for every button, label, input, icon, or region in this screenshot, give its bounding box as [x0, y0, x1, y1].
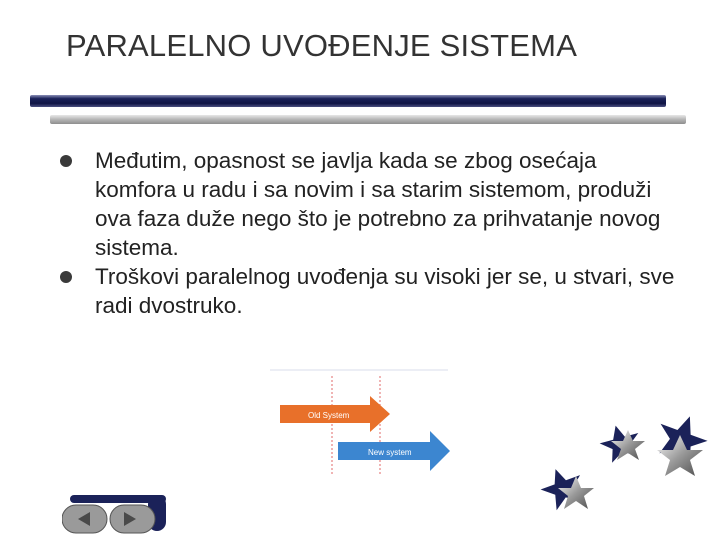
bullet-item [60, 146, 680, 262]
new-system-label: New system [368, 448, 412, 457]
slide-nav-controls [62, 493, 166, 535]
slide-title: PARALELNO UVOĐENJE SISTEMA [66, 28, 578, 63]
prev-slide-button[interactable] [62, 505, 107, 533]
bullet-dot-icon [60, 155, 72, 167]
bullet-dot-icon [60, 271, 72, 283]
bullet-text: Međutim, opasnost se javlja kada se zbog osećaja komfora u radu i sa novim i sa starim sistemom, produži ova faza duže nego što je potrebno za prihvatanje novog sistema. [95, 148, 661, 260]
title-rule-grey [50, 115, 686, 124]
bullet-text: Troškovi paralelnog uvođenja su visoki jer se, u stvari, sve radi dvostruko. [95, 264, 675, 318]
next-slide-button[interactable] [110, 505, 155, 533]
bullet-list [60, 146, 680, 320]
old-system-label: Old System [308, 411, 350, 420]
parallel-conversion-diagram [270, 368, 450, 478]
star-navy-3 [540, 462, 589, 513]
title-rule-navy [30, 95, 666, 107]
bullet-item [60, 262, 680, 320]
stars-icon [540, 410, 710, 520]
